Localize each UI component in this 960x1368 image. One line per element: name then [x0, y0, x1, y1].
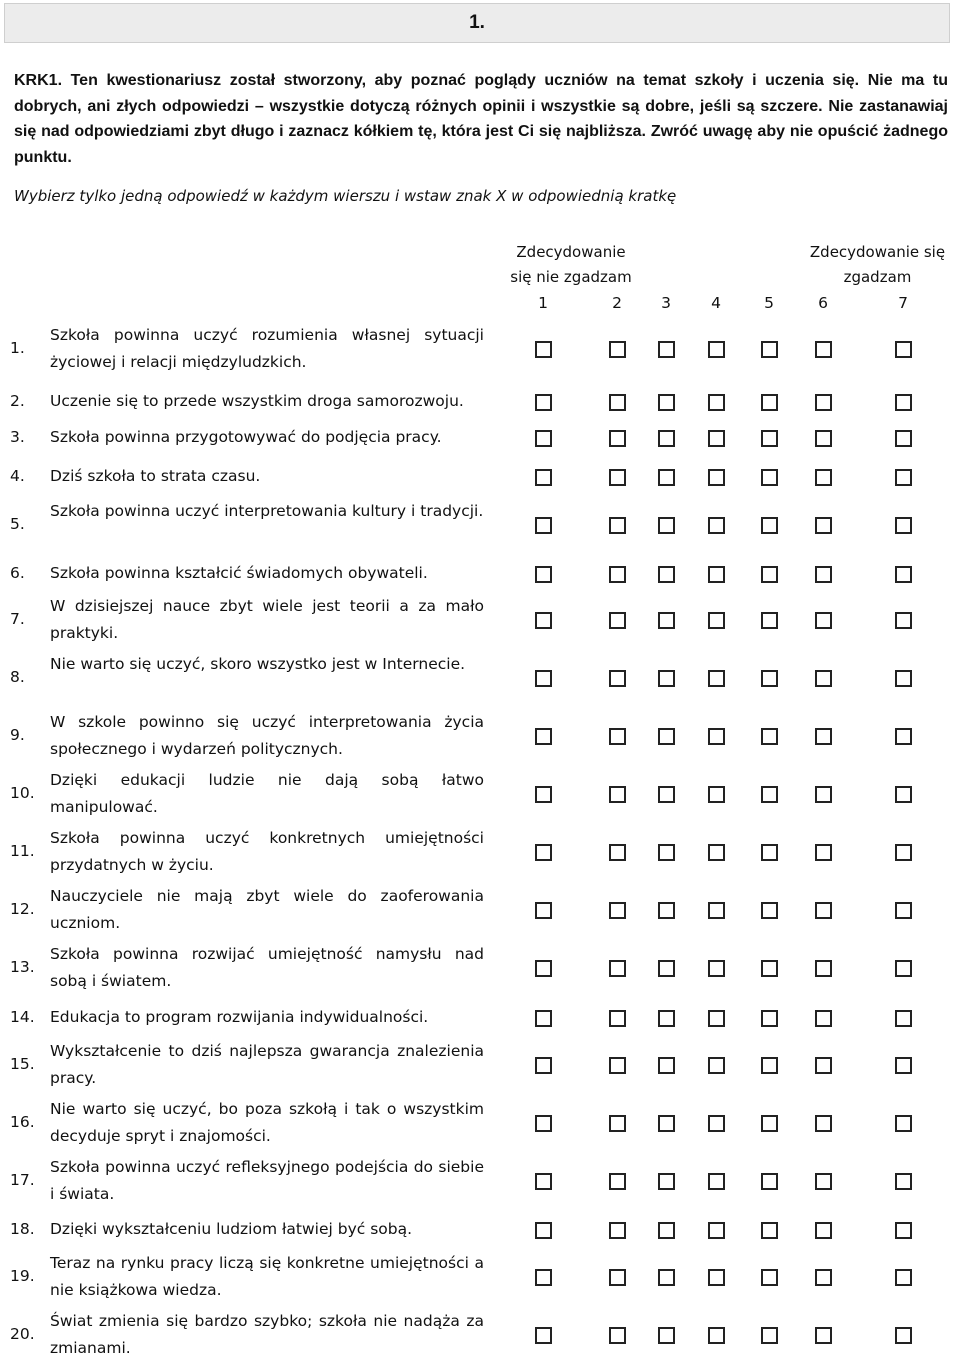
question-number: 3.: [10, 427, 25, 446]
question-number: 20.: [10, 1325, 35, 1343]
answer-checkbox-7[interactable]: [895, 566, 912, 583]
question-row: [0, 1096, 960, 1150]
answer-checkbox-1[interactable]: [535, 1115, 552, 1132]
answer-checkbox-4[interactable]: [708, 1115, 725, 1132]
page-header: [4, 3, 950, 43]
answer-checkbox-4[interactable]: [708, 670, 725, 687]
question-number: 11.: [10, 842, 35, 860]
answer-checkbox-5[interactable]: [761, 566, 778, 583]
answer-checkbox-2[interactable]: [609, 786, 626, 803]
answer-checkbox-3[interactable]: [658, 1010, 675, 1027]
answer-checkbox-6[interactable]: [815, 430, 832, 447]
answer-checkbox-7[interactable]: [895, 394, 912, 411]
answer-checkbox-6[interactable]: [815, 844, 832, 861]
question-row: [0, 424, 960, 451]
answer-checkbox-5[interactable]: [761, 786, 778, 803]
answer-checkbox-1[interactable]: [535, 430, 552, 447]
answer-checkbox-7[interactable]: [895, 902, 912, 919]
question-row: [0, 709, 960, 763]
question-text: Szkoła powinna kształcić świadomych obywateli.: [50, 564, 428, 582]
answer-checkbox-2[interactable]: [609, 1057, 626, 1074]
answer-checkbox-7[interactable]: [895, 469, 912, 486]
answer-checkbox-7[interactable]: [895, 960, 912, 977]
answer-checkbox-1[interactable]: [535, 394, 552, 411]
answer-checkbox-4[interactable]: [708, 1173, 725, 1190]
answer-checkbox-2[interactable]: [609, 566, 626, 583]
question-text: W szkole powinno się uczyć interpretowania życia społecznego i wydarzeń politycznych.: [50, 713, 484, 758]
answer-checkbox-7[interactable]: [895, 1327, 912, 1344]
answer-checkbox-3[interactable]: [658, 670, 675, 687]
answer-checkbox-4[interactable]: [708, 902, 725, 919]
answer-checkbox-4[interactable]: [708, 341, 725, 358]
answer-checkbox-6[interactable]: [815, 1269, 832, 1286]
answer-checkbox-6[interactable]: [815, 1010, 832, 1027]
question-text: Szkoła powinna uczyć refleksyjnego podejścia do siebie i świata.: [50, 1158, 484, 1203]
question-row: [0, 1154, 960, 1208]
answer-checkbox-4[interactable]: [708, 1327, 725, 1344]
answer-checkbox-5[interactable]: [761, 844, 778, 861]
question-number: 10.: [10, 784, 35, 802]
question-row: [0, 883, 960, 937]
question-text: Szkoła powinna rozwijać umiejętność namysłu nad sobą i światem.: [50, 945, 484, 990]
answer-checkbox-7[interactable]: [895, 844, 912, 861]
answer-checkbox-2[interactable]: [609, 430, 626, 447]
answer-checkbox-1[interactable]: [535, 612, 552, 629]
answer-checkbox-1[interactable]: [535, 566, 552, 583]
scale-low-label: [496, 240, 646, 290]
question-text: Szkoła powinna uczyć konkretnych umiejętności przydatnych w życiu.: [50, 829, 484, 874]
answer-checkbox-1[interactable]: [535, 1010, 552, 1027]
answer-checkbox-1[interactable]: [535, 1057, 552, 1074]
scale-low-line1: Zdecydowanie: [516, 243, 626, 261]
answer-checkbox-5[interactable]: [761, 902, 778, 919]
question-text: Dziś szkoła to strata czasu.: [50, 467, 261, 485]
answer-checkbox-7[interactable]: [895, 341, 912, 358]
question-number: 12.: [10, 900, 35, 918]
scale-high-line1: Zdecydowanie się: [809, 243, 946, 261]
answer-checkbox-1[interactable]: [535, 1327, 552, 1344]
answer-checkbox-5[interactable]: [761, 469, 778, 486]
answer-checkbox-5[interactable]: [761, 1173, 778, 1190]
answer-checkbox-2[interactable]: [609, 394, 626, 411]
answer-checkbox-4[interactable]: [708, 844, 725, 861]
answer-checkbox-5[interactable]: [761, 612, 778, 629]
question-text: Uczenie się to przede wszystkim droga samorozwoju.: [50, 392, 464, 410]
question-row: [0, 825, 960, 879]
question-text: Nie warto się uczyć, skoro wszystko jest w Internecie.: [50, 655, 466, 673]
answer-checkbox-5[interactable]: [761, 517, 778, 534]
answer-checkbox-5[interactable]: [761, 1222, 778, 1239]
answer-checkbox-6[interactable]: [815, 960, 832, 977]
question-number: 8.: [10, 668, 25, 686]
question-number: 6.: [10, 563, 25, 582]
answer-checkbox-2[interactable]: [609, 844, 626, 861]
answer-checkbox-1[interactable]: [535, 728, 552, 745]
answer-checkbox-2[interactable]: [609, 1327, 626, 1344]
question-number: 17.: [10, 1171, 35, 1189]
question-row: [0, 1216, 960, 1243]
answer-checkbox-3[interactable]: [658, 430, 675, 447]
question-row: [0, 388, 960, 415]
answer-checkbox-7[interactable]: [895, 1115, 912, 1132]
question-number: 7.: [10, 610, 25, 628]
answer-checkbox-4[interactable]: [708, 517, 725, 534]
answer-checkbox-7[interactable]: [895, 786, 912, 803]
answer-checkbox-1[interactable]: [535, 517, 552, 534]
answer-checkbox-1[interactable]: [535, 1173, 552, 1190]
question-text: Świat zmienia się bardzo szybko; szkoła nie nadąża za zmianami.: [50, 1312, 484, 1357]
answer-checkbox-1[interactable]: [535, 1269, 552, 1286]
answer-checkbox-4[interactable]: [708, 1010, 725, 1027]
question-row: [0, 322, 960, 376]
answer-checkbox-5[interactable]: [761, 1010, 778, 1027]
answer-checkbox-5[interactable]: [761, 728, 778, 745]
answer-checkbox-2[interactable]: [609, 1010, 626, 1027]
scale-point-3: 3: [661, 294, 671, 312]
answer-checkbox-6[interactable]: [815, 786, 832, 803]
answer-checkbox-6[interactable]: [815, 902, 832, 919]
question-row: [0, 593, 960, 647]
answer-checkbox-5[interactable]: [761, 960, 778, 977]
answer-checkbox-6[interactable]: [815, 1222, 832, 1239]
answer-checkbox-3[interactable]: [658, 728, 675, 745]
question-row: [0, 941, 960, 995]
question-number: 14.: [10, 1007, 35, 1026]
answer-checkbox-6[interactable]: [815, 517, 832, 534]
question-row: [0, 1038, 960, 1092]
question-text: Dzięki wykształceniu ludziom łatwiej być sobą.: [50, 1220, 413, 1238]
answer-checkbox-7[interactable]: [895, 670, 912, 687]
answer-checkbox-3[interactable]: [658, 612, 675, 629]
answer-checkbox-6[interactable]: [815, 612, 832, 629]
question-text: Teraz na rynku pracy liczą się konkretne umiejętności a nie książkowa wiedza.: [50, 1254, 484, 1299]
answer-checkbox-2[interactable]: [609, 517, 626, 534]
answer-checkbox-6[interactable]: [815, 341, 832, 358]
answer-checkbox-3[interactable]: [658, 394, 675, 411]
question-row: [0, 1308, 960, 1362]
answer-checkbox-5[interactable]: [761, 1269, 778, 1286]
question-number: 15.: [10, 1055, 35, 1073]
question-text: Nie warto się uczyć, bo poza szkołą i tak o wszystkim decyduje spryt i znajomości.: [50, 1100, 484, 1145]
answer-checkbox-4[interactable]: [708, 786, 725, 803]
answer-checkbox-3[interactable]: [658, 1327, 675, 1344]
answer-checkbox-1[interactable]: [535, 844, 552, 861]
answer-checkbox-5[interactable]: [761, 394, 778, 411]
answer-checkbox-2[interactable]: [609, 1269, 626, 1286]
answer-checkbox-2[interactable]: [609, 670, 626, 687]
answer-checkbox-3[interactable]: [658, 1269, 675, 1286]
answer-checkbox-3[interactable]: [658, 902, 675, 919]
answer-checkbox-7[interactable]: [895, 517, 912, 534]
question-row: [0, 1250, 960, 1304]
scale-point-4: 4: [711, 294, 721, 312]
question-number: 19.: [10, 1267, 35, 1285]
answer-checkbox-3[interactable]: [658, 469, 675, 486]
answer-checkbox-6[interactable]: [815, 394, 832, 411]
answer-checkbox-5[interactable]: [761, 341, 778, 358]
answer-checkbox-7[interactable]: [895, 1269, 912, 1286]
question-number: 5.: [10, 515, 25, 533]
scale-point-7: 7: [898, 294, 908, 312]
question-number: 2.: [10, 391, 25, 410]
question-number: 16.: [10, 1113, 35, 1131]
answer-checkbox-4[interactable]: [708, 469, 725, 486]
answer-checkbox-4[interactable]: [708, 1269, 725, 1286]
answer-checkbox-1[interactable]: [535, 902, 552, 919]
scale-low-line2: się nie zgadzam: [510, 268, 632, 286]
answer-checkbox-3[interactable]: [658, 1173, 675, 1190]
answer-checkbox-3[interactable]: [658, 566, 675, 583]
instruction-text: Wybierz tylko jedną odpowiedź w każdym wierszu i wstaw znak X w odpowiednią kratkę: [14, 187, 677, 205]
question-row: [0, 560, 960, 587]
answer-checkbox-1[interactable]: [535, 960, 552, 977]
intro-paragraph: KRK1. Ten kwestionariusz został stworzony, aby poznać poglądy uczniów na temat szkoły i uczenia się. Nie ma tu dobrych, ani złych odpowiedzi – wszystkie dotyczą różnych opinii i wszystkie są dobre, jeśli są szczere. Nie zastanawiaj się nad odpowiedziami zbyt długo i zaznacz kółkiem tę, która jest Ci się najbliższa. Zwróć uwagę aby nie opuścić żadnego punktu.: [14, 72, 948, 166]
question-number: 13.: [10, 958, 35, 976]
scale-point-6: 6: [818, 294, 828, 312]
question-row: [0, 767, 960, 821]
answer-checkbox-3[interactable]: [658, 517, 675, 534]
answer-checkbox-3[interactable]: [658, 1057, 675, 1074]
answer-checkbox-5[interactable]: [761, 1115, 778, 1132]
question-number: 18.: [10, 1219, 35, 1238]
answer-checkbox-6[interactable]: [815, 1057, 832, 1074]
scale-point-5: 5: [764, 294, 774, 312]
answer-checkbox-7[interactable]: [895, 1010, 912, 1027]
question-text: W dzisiejszej nauce zbyt wiele jest teorii a za mało praktyki.: [50, 597, 484, 642]
answer-checkbox-7[interactable]: [895, 612, 912, 629]
answer-checkbox-5[interactable]: [761, 1327, 778, 1344]
answer-checkbox-1[interactable]: [535, 786, 552, 803]
answer-checkbox-2[interactable]: [609, 902, 626, 919]
answer-checkbox-4[interactable]: [708, 394, 725, 411]
question-text: Wykształcenie to dziś najlepsza gwarancja znalezienia pracy.: [50, 1042, 484, 1087]
answer-checkbox-3[interactable]: [658, 786, 675, 803]
scale-high-label: [800, 240, 955, 290]
question-row: [0, 1004, 960, 1031]
answer-checkbox-6[interactable]: [815, 728, 832, 745]
answer-checkbox-6[interactable]: [815, 1115, 832, 1132]
answer-checkbox-4[interactable]: [708, 566, 725, 583]
answer-checkbox-2[interactable]: [609, 612, 626, 629]
answer-checkbox-4[interactable]: [708, 960, 725, 977]
answer-checkbox-4[interactable]: [708, 728, 725, 745]
page-title: 1.: [469, 12, 485, 33]
answer-checkbox-6[interactable]: [815, 1173, 832, 1190]
answer-checkbox-1[interactable]: [535, 469, 552, 486]
question-text: Szkoła powinna przygotowywać do podjęcia pracy.: [50, 428, 442, 446]
question-number: 1.: [10, 339, 25, 357]
question-text: Edukacja to program rozwijania indywidualności.: [50, 1008, 429, 1026]
answer-checkbox-3[interactable]: [658, 1115, 675, 1132]
question-number: 4.: [10, 466, 25, 485]
question-text: Nauczyciele nie mają zbyt wiele do zaoferowania uczniom.: [50, 887, 484, 932]
answer-checkbox-2[interactable]: [609, 341, 626, 358]
scale-point-1: 1: [538, 294, 548, 312]
scale-high-line2: zgadzam: [843, 268, 912, 286]
answer-checkbox-7[interactable]: [895, 1173, 912, 1190]
question-text: Szkoła powinna uczyć rozumienia własnej sytuacji życiowej i relacji międzyludzkich.: [50, 326, 484, 371]
question-row: [0, 498, 960, 552]
answer-checkbox-6[interactable]: [815, 1327, 832, 1344]
question-text: Szkoła powinna uczyć interpretowania kultury i tradycji.: [50, 502, 484, 520]
answer-checkbox-2[interactable]: [609, 728, 626, 745]
answer-checkbox-5[interactable]: [761, 430, 778, 447]
scale-point-2: 2: [612, 294, 622, 312]
answer-checkbox-2[interactable]: [609, 1173, 626, 1190]
answer-checkbox-4[interactable]: [708, 612, 725, 629]
question-row: [0, 651, 960, 705]
answer-checkbox-2[interactable]: [609, 1222, 626, 1239]
question-text: Dzięki edukacji ludzie nie dają sobą łatwo manipulować.: [50, 771, 484, 816]
answer-checkbox-6[interactable]: [815, 670, 832, 687]
answer-checkbox-6[interactable]: [815, 469, 832, 486]
answer-checkbox-4[interactable]: [708, 1057, 725, 1074]
answer-checkbox-3[interactable]: [658, 844, 675, 861]
answer-checkbox-1[interactable]: [535, 1222, 552, 1239]
answer-checkbox-7[interactable]: [895, 430, 912, 447]
question-number: 9.: [10, 726, 25, 744]
answer-checkbox-2[interactable]: [609, 1115, 626, 1132]
answer-checkbox-6[interactable]: [815, 566, 832, 583]
answer-checkbox-3[interactable]: [658, 1222, 675, 1239]
answer-checkbox-7[interactable]: [895, 1057, 912, 1074]
answer-checkbox-3[interactable]: [658, 341, 675, 358]
question-row: [0, 463, 960, 490]
answer-checkbox-1[interactable]: [535, 341, 552, 358]
answer-checkbox-4[interactable]: [708, 1222, 725, 1239]
answer-checkbox-4[interactable]: [708, 430, 725, 447]
answer-checkbox-7[interactable]: [895, 1222, 912, 1239]
answer-checkbox-2[interactable]: [609, 469, 626, 486]
answer-checkbox-3[interactable]: [658, 960, 675, 977]
answer-checkbox-5[interactable]: [761, 1057, 778, 1074]
answer-checkbox-2[interactable]: [609, 960, 626, 977]
answer-checkbox-5[interactable]: [761, 670, 778, 687]
answer-checkbox-1[interactable]: [535, 670, 552, 687]
answer-checkbox-7[interactable]: [895, 728, 912, 745]
